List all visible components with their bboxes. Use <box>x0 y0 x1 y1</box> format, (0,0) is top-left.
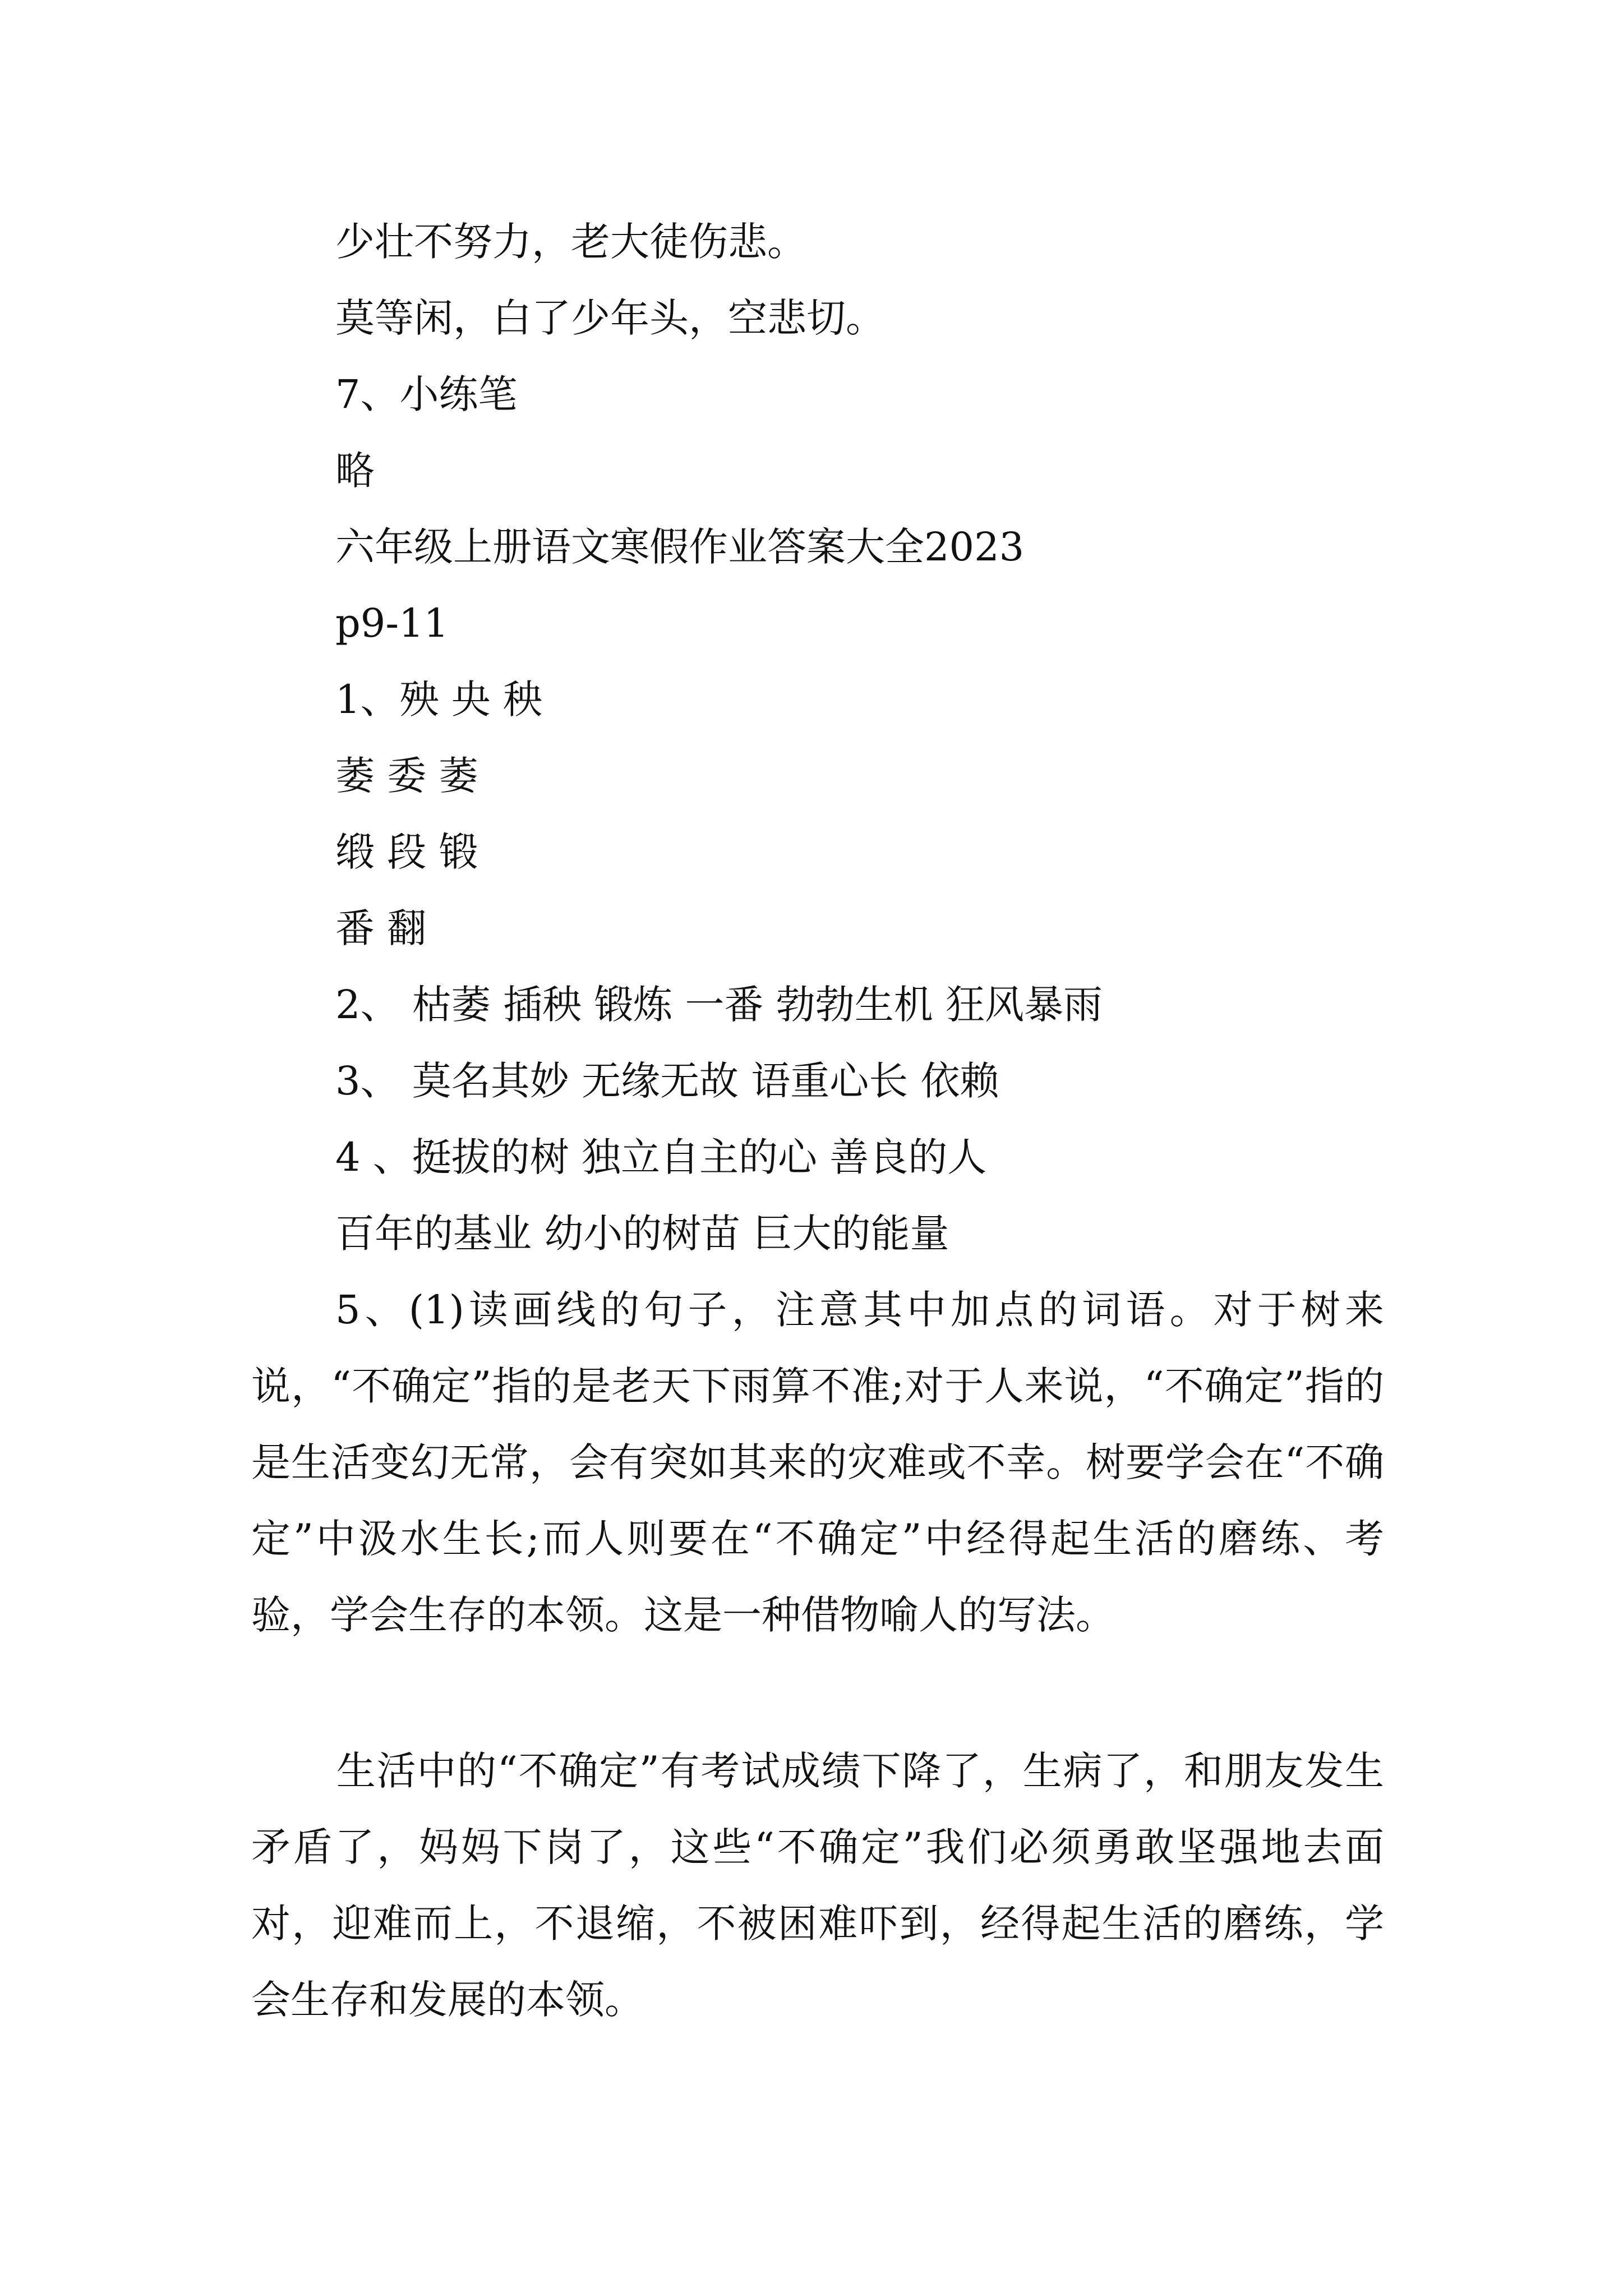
text-line: 缎 段 锻 <box>335 829 478 875</box>
text-line: 番 翻 <box>335 905 427 951</box>
paragraph-text: 生活中的“不确定”有考试成绩下降了，生病了，和朋友发生矛盾了，妈妈下岗了，这些“不确定”我们必须勇敢坚强地去面对，迎难而上，不退缩，不被困难吓到，经得起生活的磨练，学会生存和发展的本领。 <box>251 1748 1384 2023</box>
text-line: 4 、挺拔的树 独立自主的心 善良的人 <box>335 1134 987 1180</box>
text-line: 少壮不努力，老大徒伤悲。 <box>335 219 806 265</box>
section-title: 六年级上册语文寒假作业答案大全2023 <box>335 524 1025 570</box>
answer-paragraph <box>251 1733 1384 2038</box>
text-line: 略 <box>335 448 375 494</box>
text-line: 萎 委 萎 <box>335 753 478 799</box>
text-line: 百年的基业 幼小的树苗 巨大的能量 <box>335 1211 949 1257</box>
text-line: 2、 枯萎 插秧 锻炼 一番 勃勃生机 狂风暴雨 <box>335 982 1103 1028</box>
text-line: 1、殃 央 秧 <box>335 677 543 723</box>
answer-paragraph <box>251 1272 1384 1653</box>
paragraph-text: 5、(1)读画线的句子，注意其中加点的词语。对于树来说，“不确定”指的是老天下雨算不准;对于人来说，“不确定”指的是生活变幻无常，会有突如其来的灾难或不幸。树要学会在“不确定”中汲水生长;而人则要在“不确定”中经得起生活的磨练、考验，学会生存的本领。这是一种借物喻人的写法。 <box>251 1287 1384 1638</box>
text-line: 7、小练笔 <box>335 371 518 417</box>
text-line: 3、 莫名其妙 无缘无故 语重心长 依赖 <box>335 1058 999 1104</box>
text-line: p9-11 <box>335 600 449 646</box>
text-line: 莫等闲，白了少年头，空悲切。 <box>335 295 885 341</box>
